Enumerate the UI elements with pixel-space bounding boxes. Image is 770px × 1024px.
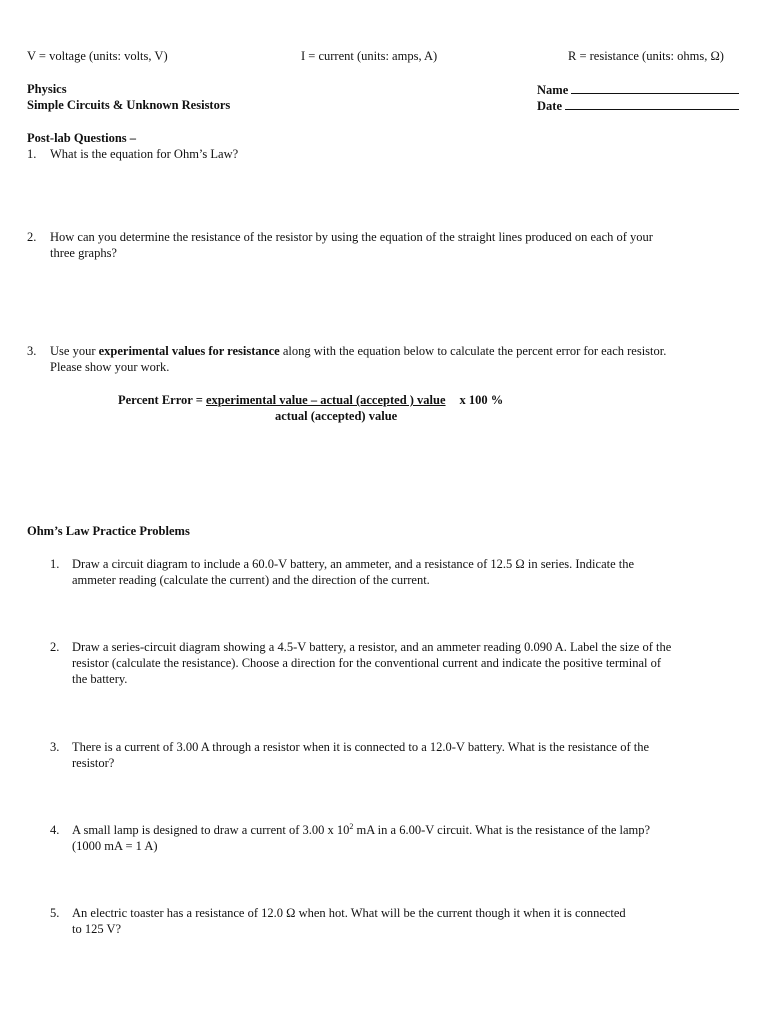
postlab-heading: Post-lab Questions – xyxy=(27,131,137,145)
date-blank-line xyxy=(565,97,739,110)
practice-heading: Ohm’s Law Practice Problems xyxy=(27,524,190,538)
problem-3-number: 3. xyxy=(50,740,60,754)
question-3-bold: experimental values for resistance xyxy=(98,344,280,358)
problem-4-line-1 xyxy=(72,822,650,838)
problem-1-number: 1. xyxy=(50,557,60,571)
formula-denominator: actual (accepted) value xyxy=(275,409,398,423)
question-3-line-1 xyxy=(50,343,666,359)
current-definition: I = current (units: amps, A) xyxy=(301,49,438,63)
problem-2-line-3: the battery. xyxy=(72,672,128,686)
problem-5-line-1: An electric toaster has a resistance of 12.0 Ω when hot. What will be the current though it when it is connected xyxy=(72,906,626,920)
question-3-line-2: Please show your work. xyxy=(50,360,170,374)
problem-2-line-2: resistor (calculate the resistance). Choose a direction for the conventional current and indicate the positive terminal of xyxy=(72,656,662,670)
question-2-line-1: How can you determine the resistance of the resistor by using the equation of the straight lines produced on each of your xyxy=(50,230,653,244)
worksheet-title: Simple Circuits & Unknown Resistors xyxy=(27,98,231,112)
question-3-number: 3. xyxy=(27,344,37,358)
problem-2-number: 2. xyxy=(50,640,60,654)
name-field[interactable] xyxy=(537,81,739,98)
date-label: Date xyxy=(537,99,562,113)
question-1-number: 1. xyxy=(27,147,37,161)
problem-1-line-1: Draw a circuit diagram to include a 60.0-V battery, an ammeter, and a resistance of 12.5 Ω in series. Indicate the xyxy=(72,557,635,571)
question-1: What is the equation for Ohm’s Law? xyxy=(50,147,239,161)
percent-error-formula xyxy=(118,392,503,408)
formula-numerator: experimental value – actual (accepted ) value xyxy=(206,393,446,407)
formula-times: x 100 % xyxy=(459,393,504,407)
voltage-definition: V = voltage (units: volts, V) xyxy=(27,49,168,63)
question-3-pre: Use your xyxy=(50,344,99,358)
problem-2-line-1: Draw a series-circuit diagram showing a 4.5-V battery, a resistor, and an ammeter reading 0.090 A. Label the size of the xyxy=(72,640,672,654)
resistance-definition: R = resistance (units: ohms, Ω) xyxy=(568,49,724,63)
problem-4-line-2: (1000 mA = 1 A) xyxy=(72,839,158,853)
formula-label: Percent Error = xyxy=(118,393,206,407)
problem-4-pre: A small lamp is designed to draw a current of 3.00 x 10 xyxy=(72,823,350,837)
problem-3-line-1: There is a current of 3.00 A through a resistor when it is connected to a 12.0-V battery. What is the resistance of the xyxy=(72,740,650,754)
subject-heading: Physics xyxy=(27,82,67,96)
name-blank-line xyxy=(571,81,739,94)
question-2-line-2: three graphs? xyxy=(50,246,117,260)
problem-4-exponent: 2 xyxy=(349,821,354,831)
problem-3-line-2: resistor? xyxy=(72,756,115,770)
question-3-post: along with the equation below to calculate the percent error for each resistor. xyxy=(279,344,667,358)
problem-4-number: 4. xyxy=(50,823,60,837)
problem-1-line-2: ammeter reading (calculate the current) and the direction of the current. xyxy=(72,573,430,587)
problem-5-number: 5. xyxy=(50,906,60,920)
problem-4-post: mA in a 6.00-V circuit. What is the resistance of the lamp? xyxy=(353,823,651,837)
name-label: Name xyxy=(537,83,569,97)
problem-5-line-2: to 125 V? xyxy=(72,922,122,936)
question-2-number: 2. xyxy=(27,230,37,244)
date-field[interactable] xyxy=(537,97,739,114)
